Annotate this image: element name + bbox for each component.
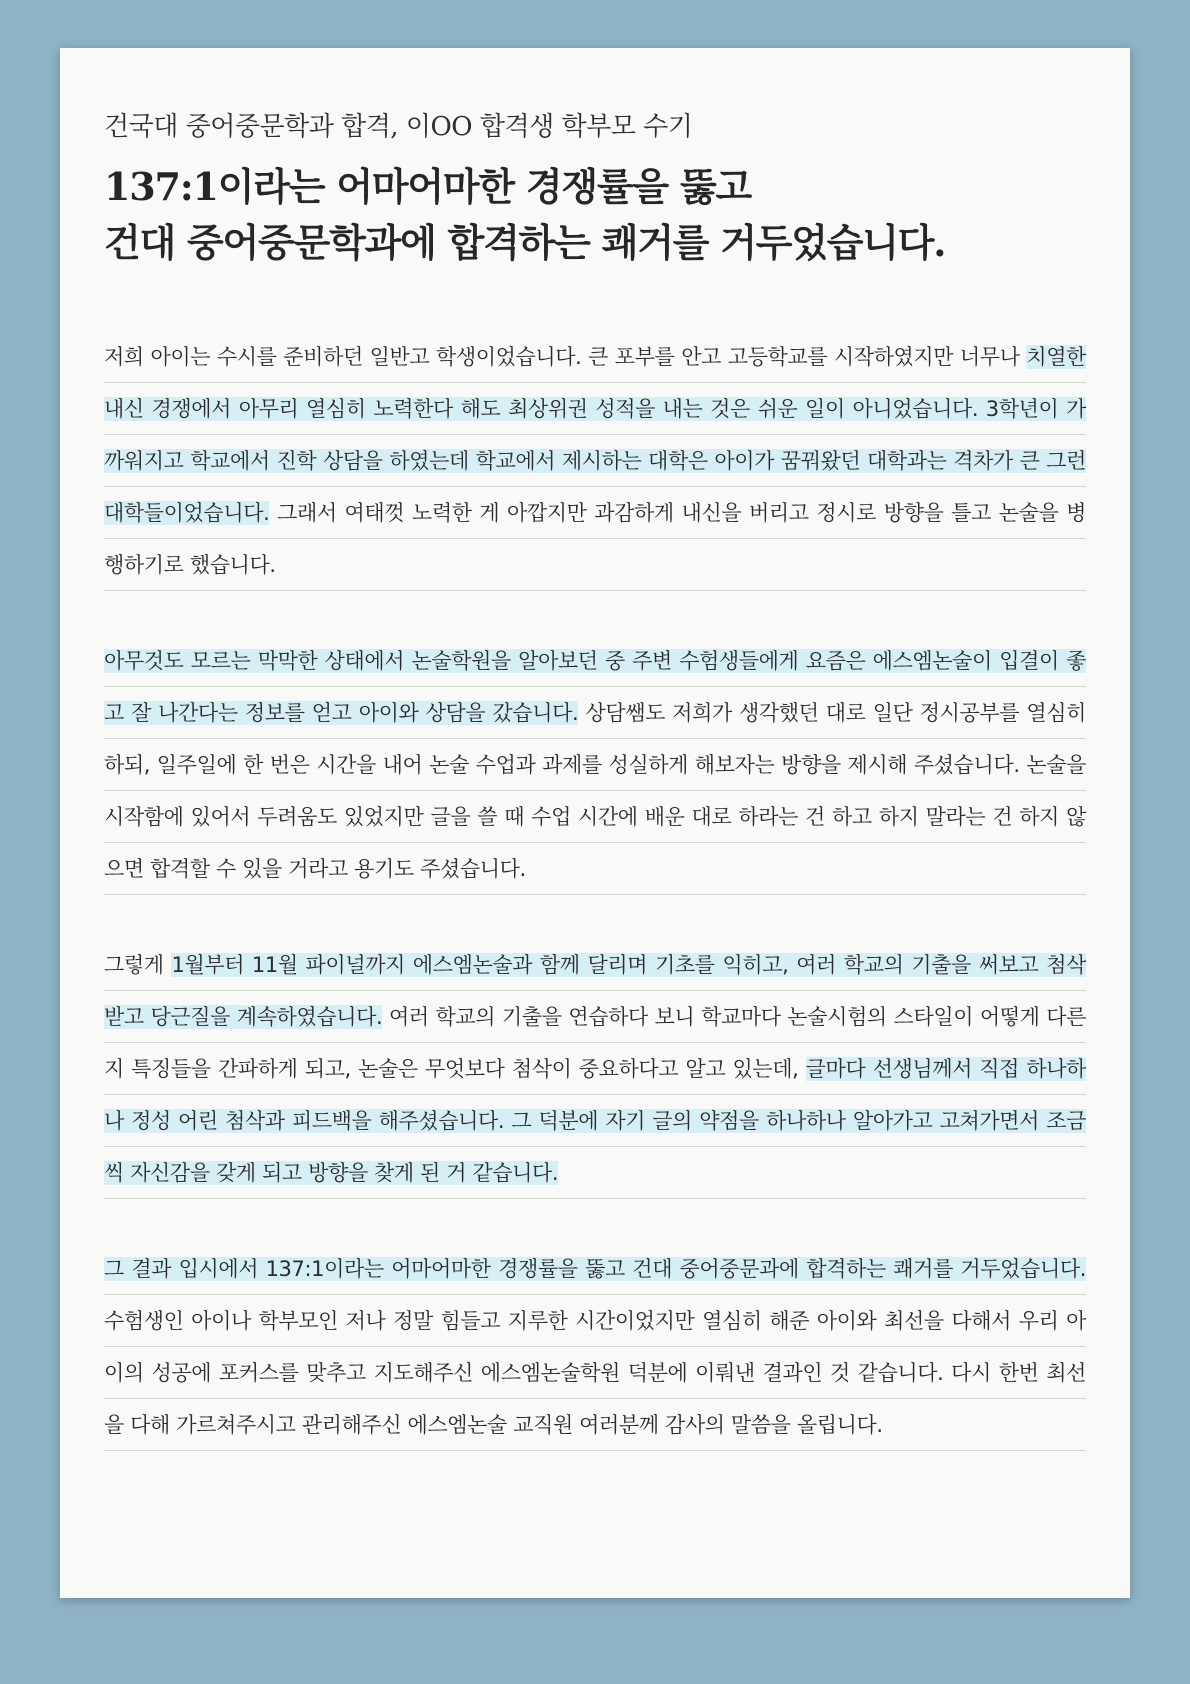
paragraph-text: 수험생인 아이나 학부모인 저나 정말 힘들고 지루한 시간이었지만 열심히 해준 아이와 최선을 다해서 우리 아이의 성공에 포커스를 맞추고 지도해주신 에스엠논술학원 덕분에 이뤄낸 결과인 것 같습니다. 다시 한번 최선을 다해 가르쳐주시고 관리해주신 에스엠논술 교직원 여러분께 감사의 말씀을 올립니다. <box>104 1309 1086 1437</box>
headline-line-2: 건대 중어중문학과에 합격하는 쾌거를 거두었습니다. <box>104 220 946 265</box>
paragraph-3 <box>104 939 1086 1199</box>
article-headline <box>104 159 1086 271</box>
highlighted-text: 치열한 내신 경쟁에서 아무리 열심히 노력한다 해도 최상위권 성적을 내는 것은 쉬운 일이 아니었습니다. 3학년이 가까워지고 학교에서 진학 상담을 하였는데 학교에서 제시하는 대학은 아이가 꿈꿔왔던 대학과는 격차가 큰 그런 대학들이었습니다. <box>104 345 1086 525</box>
paragraph-text: 여러 학교의 기출을 연습하다 보니 학교마다 논술시험의 스타일이 어떻게 다른지 특징들을 간파하게 되고, 논술은 무엇보다 첨삭이 중요하다고 알고 있는데, <box>104 1005 1087 1081</box>
highlighted-text: 글마다 선생님께서 직접 하나하나 정성 어린 첨삭과 피드백을 해주셨습니다. 그 덕분에 자기 글의 약점을 하나하나 알아가고 고쳐가면서 조금씩 자신감을 갖게 되고 방향을 찾게 된 거 같습니다. <box>104 1057 1086 1185</box>
letter-body <box>104 331 1086 1451</box>
paragraph-1 <box>104 331 1086 591</box>
highlighted-text: 그 결과 입시에서 137:1이라는 어마어마한 경쟁률을 뚫고 건대 중어중문과에 합격하는 쾌거를 거두었습니다. <box>104 1257 1086 1281</box>
paragraph-4 <box>104 1243 1086 1451</box>
article-kicker: 건국대 중어중문학과 합격, 이OO 합격생 학부모 수기 <box>104 112 693 142</box>
highlighted-text: 아무것도 모르는 막막한 상태에서 논술학원을 알아보던 중 주변 수험생들에게 요즘은 에스엠논술이 입결이 좋고 잘 나간다는 정보를 얻고 아이와 상담을 갔습니다. <box>104 649 1086 725</box>
paragraph-text: 그래서 여태껏 노력한 게 아깝지만 과감하게 내신을 버리고 정시로 방향을 틀고 논술을 병행하기로 했습니다. <box>104 501 1086 577</box>
paragraph-text: 그렇게 <box>104 953 172 977</box>
paragraph-text: 상담쌤도 저희가 생각했던 대로 일단 정시공부를 열심히 하되, 일주일에 한 번은 시간을 내어 논술 수업과 과제를 성실하게 해보자는 방향을 제시해 주셨습니다. 논술을 시작함에 있어서 두려움도 있었지만 글을 쓸 때 수업 시간에 배운 대로 하라는 건 하고 하지 말라는 건 하지 않으면 합격할 수 있을 거라고 용기도 주셨습니다. <box>104 701 1086 881</box>
paragraph-2 <box>104 635 1086 895</box>
highlighted-text: 1월부터 11월 파이널까지 에스엠논술과 함께 달리며 기초를 익히고, 여러 학교의 기출을 써보고 첨삭 받고 당근질을 계속하였습니다. <box>104 953 1087 1029</box>
letter-paper <box>60 48 1130 1598</box>
headline-line-1: 137:1이라는 어마어마한 경쟁률을 뚫고 <box>104 164 751 209</box>
paragraph-text: 저희 아이는 수시를 준비하던 일반고 학생이었습니다. 큰 포부를 안고 고등학교를 시작하였지만 너무나 <box>104 345 1027 369</box>
